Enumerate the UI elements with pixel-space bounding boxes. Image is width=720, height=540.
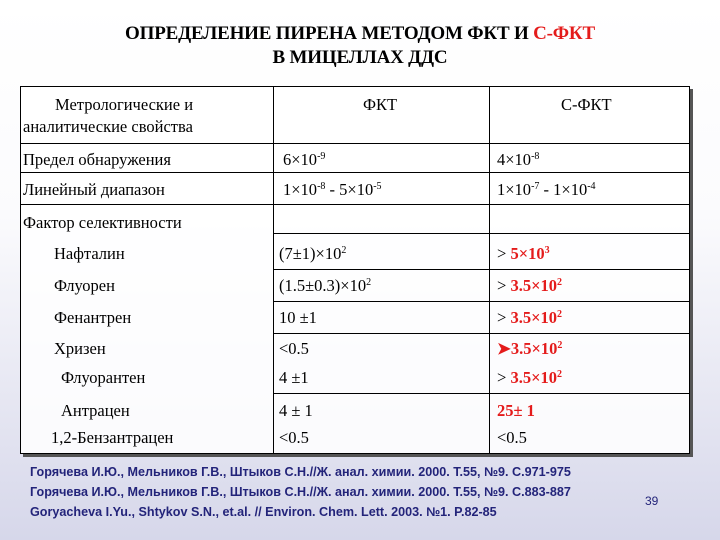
row-label-linear-range: Линейный диапазон <box>23 180 165 199</box>
phenanthrene-fkt: 10 ±1 <box>279 308 317 327</box>
reference-item: Горячева И.Ю., Мельников Г.В., Штыков С.Н.//Ж. анал. химии. 2000. Т.55, №9. С.883-887 <box>30 485 571 499</box>
chrysene-cfkt: $➤3.5\times 10^2$ <box>497 339 563 358</box>
fluorene-cfkt: > $3.5\times 10^2$ <box>497 276 562 295</box>
title-line2: В МИЦЕЛЛАХ ДДС <box>272 47 448 68</box>
anthracene-fkt: 4 ± 1 <box>279 401 313 420</box>
header-col1-line1: Метрологические и <box>55 95 194 114</box>
linear-range-cfkt: $1\times 10^{-7} - 1\times 10^{-4}$ <box>497 180 596 199</box>
col-divider-2 <box>489 87 490 453</box>
naphthalene-fkt: $(7\pm 1)\times 10^2$ <box>279 244 347 263</box>
detection-limit-cfkt: $4\times 10^{-8}$ <box>497 150 540 169</box>
row-label-selectivity: Фактор селективности <box>23 213 182 232</box>
title-line1: ОПРЕДЕЛЕНИЕ ПИРЕНА МЕТОДОМ ФКТ И <box>125 23 534 44</box>
header-col2: ФКТ <box>363 95 398 114</box>
benzanthracene-cfkt: <0.5 <box>497 428 527 447</box>
col-divider-1 <box>273 87 274 453</box>
row-label-chrysene: Хризен <box>54 339 106 358</box>
detection-limit-fkt: $6\times 10^{-9}$ <box>283 150 326 169</box>
slide-title <box>0 22 720 70</box>
row-divider <box>21 204 689 205</box>
row-divider <box>273 301 689 302</box>
row-divider <box>273 233 689 234</box>
linear-range-fkt: $1\times 10^{-8} - 5\times 10^{-5}$ <box>283 180 382 199</box>
properties-table <box>20 86 690 454</box>
benzanthracene-fkt: <0.5 <box>279 428 309 447</box>
row-divider <box>21 172 689 173</box>
header-col3: С-ФКТ <box>561 95 612 114</box>
row-label-fluoranthene: Флуорантен <box>61 368 146 387</box>
fluoranthene-fkt: 4 ±1 <box>279 368 309 387</box>
anthracene-cfkt: 25± 1 <box>497 401 535 420</box>
row-label-naphthalene: Нафталин <box>54 244 125 263</box>
row-label-anthracene: Антрацен <box>61 401 130 420</box>
chrysene-cfkt-value: 3.5 <box>510 339 532 358</box>
row-divider <box>273 269 689 270</box>
row-label-detection-limit: Предел обнаружения <box>23 150 171 169</box>
fluorene-fkt: $(1.5\pm 0.3)\times 10^2$ <box>279 276 372 295</box>
naphthalene-cfkt: > $5\times 10^3$ <box>497 244 550 263</box>
row-label-fluorene: Флуорен <box>54 276 115 295</box>
arrow-bullet-icon: ➤ <box>497 339 511 358</box>
header-col1-line2: аналитические свойства <box>23 117 193 136</box>
chrysene-fkt: <0.5 <box>279 339 309 358</box>
row-label-benzanthracene: 1,2-Бензантрацен <box>51 428 174 447</box>
row-divider <box>273 393 689 394</box>
reference-item: Горячева И.Ю., Мельников Г.В., Штыков С.Н.//Ж. анал. химии. 2000. Т.55, №9. С.971-975 <box>30 465 571 479</box>
page-number: 39 <box>645 494 659 508</box>
phenanthrene-cfkt: > $3.5\times 10^2$ <box>497 308 562 327</box>
reference-item: Goryacheva I.Yu., Shtykov S.N., et.al. // Environ. Chem. Lett. 2003. №1. P.82-85 <box>30 505 497 519</box>
row-divider <box>21 143 689 144</box>
fluoranthene-cfkt: > $3.5\times 10^2$ <box>497 368 562 387</box>
references <box>30 462 700 522</box>
row-label-phenanthrene: Фенантрен <box>54 308 132 327</box>
title-accent: С-ФКТ <box>533 23 595 44</box>
row-divider <box>273 333 689 334</box>
